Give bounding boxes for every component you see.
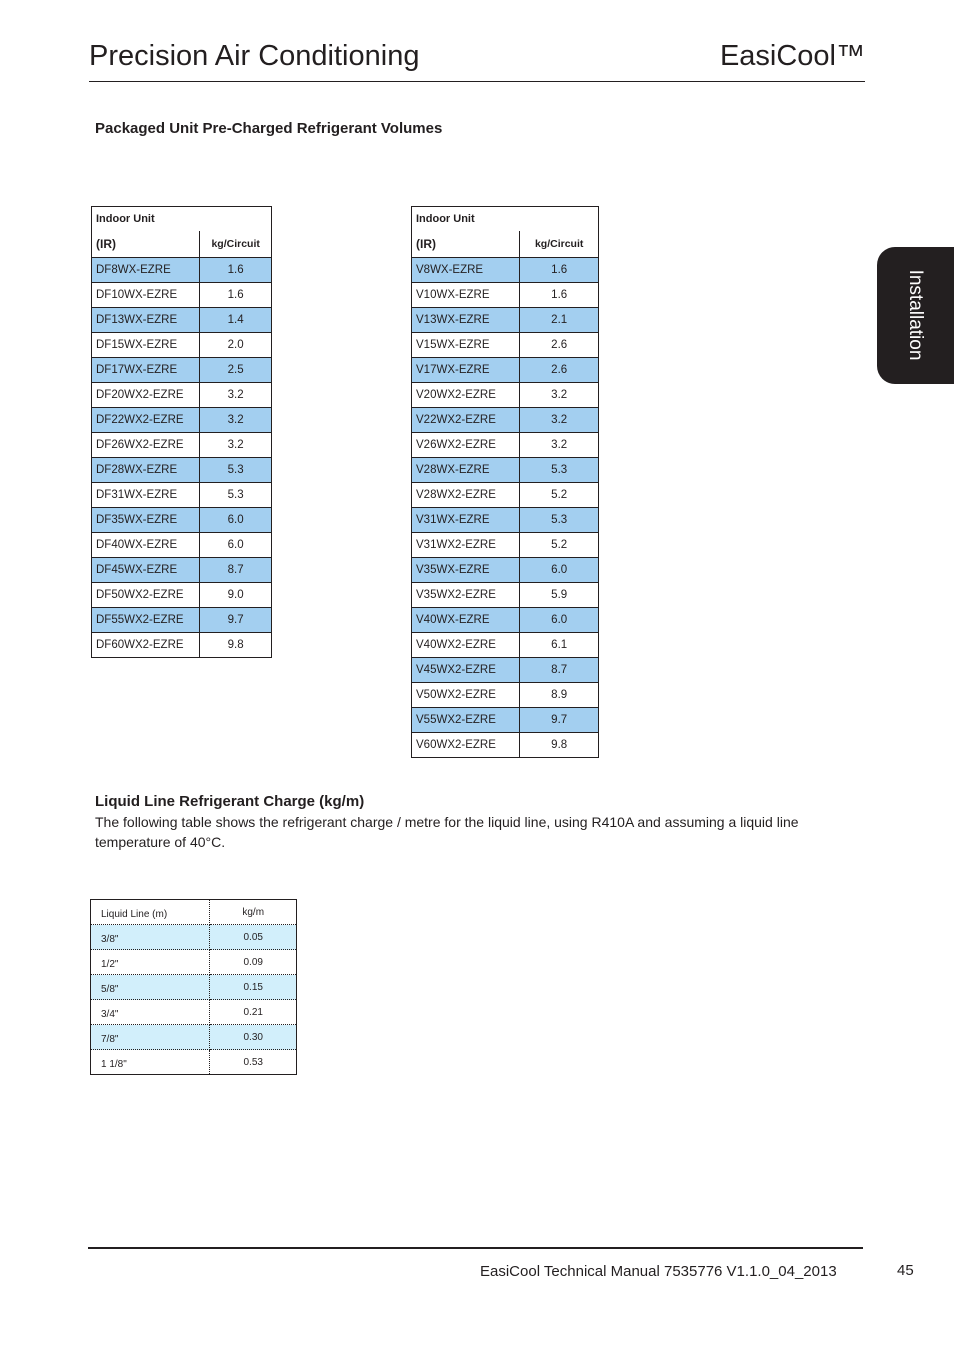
charge-cell: 1.6 [200,258,272,283]
table-header-row [91,900,297,925]
model-cell: DF15WX-EZRE [92,333,200,358]
table-header-row [92,207,272,232]
header-model: (IR) [92,231,200,258]
table-row [92,508,272,533]
table-row [412,683,599,708]
charge-cell: 0.21 [210,1000,297,1025]
charge-cell: 5.3 [520,508,599,533]
table-v-units [411,206,599,758]
header-indoor-unit: Indoor Unit [416,213,475,225]
charge-cell: 3.2 [200,383,272,408]
table-row [412,733,599,758]
model-cell: V40WX2-EZRE [412,633,520,658]
table-row [92,558,272,583]
footer-divider [88,1247,863,1249]
charge-cell: 5.9 [520,583,599,608]
table-row [92,308,272,333]
charge-cell: 3.2 [520,383,599,408]
table-row [91,975,297,1000]
table-row [92,258,272,283]
charge-cell: 6.0 [520,608,599,633]
charge-cell: 2.6 [520,358,599,383]
charge-cell: 1.6 [520,283,599,308]
charge-cell: 6.0 [520,558,599,583]
model-cell: V45WX2-EZRE [412,658,520,683]
table-row [92,583,272,608]
table-row [92,383,272,408]
charge-cell: 1.6 [200,283,272,308]
charge-cell: 3.2 [520,433,599,458]
model-cell: DF28WX-EZRE [92,458,200,483]
model-cell: V22WX2-EZRE [412,408,520,433]
model-cell: V17WX-EZRE [412,358,520,383]
table-row [412,258,599,283]
table-row [412,708,599,733]
table-row [92,483,272,508]
model-cell: V50WX2-EZRE [412,683,520,708]
table-row [92,633,272,658]
charge-cell: 5.3 [200,483,272,508]
section-title-liquid-line: Liquid Line Refrigerant Charge (kg/m) [95,793,365,810]
table-row [412,483,599,508]
table-row [91,1000,297,1025]
charge-cell: 5.3 [520,458,599,483]
table-row [412,358,599,383]
model-cell: DF17WX-EZRE [92,358,200,383]
charge-cell: 5.2 [520,533,599,558]
model-cell: DF26WX2-EZRE [92,433,200,458]
table-row [91,1050,297,1075]
charge-cell: 2.1 [520,308,599,333]
header-liquid-line: Liquid Line (m) [91,900,210,925]
model-cell: V20WX2-EZRE [412,383,520,408]
charge-cell: 9.8 [551,739,568,751]
charge-cell: 1.6 [520,258,599,283]
table-row [412,308,599,333]
charge-cell: 0.15 [210,975,297,1000]
model-cell: DF20WX2-EZRE [92,383,200,408]
model-cell: DF35WX-EZRE [92,508,200,533]
model-cell: V26WX2-EZRE [412,433,520,458]
charge-cell: 2.6 [520,333,599,358]
model-cell: V60WX2-EZRE [412,733,520,758]
table-row [91,950,297,975]
model-cell: V35WX-EZRE [412,558,520,583]
model-cell: DF8WX-EZRE [92,258,200,283]
charge-cell: 6.0 [200,508,272,533]
table-row [92,283,272,308]
charge-cell: 9.8 [227,639,244,651]
table-liquid-line [90,899,297,1075]
table-row [412,458,599,483]
table-df-units [91,206,272,658]
model-cell: V31WX-EZRE [412,508,520,533]
charge-cell: 2.0 [200,333,272,358]
section-tab-label: Installation [905,269,926,361]
charge-cell: 9.7 [200,608,272,633]
charge-cell: 8.7 [520,658,599,683]
model-cell: DF31WX-EZRE [92,483,200,508]
product-name: EasiCool™ [719,40,865,72]
model-cell: V13WX-EZRE [412,308,520,333]
charge-cell: 0.30 [210,1025,297,1050]
charge-cell: 5.2 [520,483,599,508]
table-row [412,408,599,433]
pipe-size-cell: 3/8" [91,925,210,950]
table-row [412,658,599,683]
table-row [412,633,599,658]
header-model: (IR) [412,231,520,258]
charge-cell: 5.3 [200,458,272,483]
charge-cell: 0.05 [210,925,297,950]
model-cell: V8WX-EZRE [412,258,520,283]
model-cell: DF45WX-EZRE [92,558,200,583]
charge-cell: 6.0 [200,533,272,558]
footer-manual-title: EasiCool Technical Manual 7535776 V1.1.0_04_2013 [480,1263,837,1280]
model-cell: V10WX-EZRE [412,283,520,308]
table-row [412,433,599,458]
model-cell: V28WX2-EZRE [412,483,520,508]
pipe-size-cell: 1 1/8" [91,1050,210,1075]
charge-cell: 3.2 [200,408,272,433]
table-row [412,383,599,408]
table-row [412,283,599,308]
charge-cell: 8.9 [520,683,599,708]
model-cell: DF10WX-EZRE [92,283,200,308]
charge-cell: 2.5 [200,358,272,383]
pipe-size-cell: 5/8" [91,975,210,1000]
charge-cell: 9.0 [200,583,272,608]
charge-cell: 0.09 [210,950,297,975]
table-row [412,333,599,358]
section-paragraph: The following table shows the refrigerant charge / metre for the liquid line, using R410A and assuming a liquid line temperature of 40°C. [95,814,799,850]
model-cell: DF22WX2-EZRE [92,408,200,433]
table-row [91,925,297,950]
header-kg-per-m: kg/m [210,900,297,925]
model-cell: V35WX2-EZRE [412,583,520,608]
charge-cell: 6.1 [520,633,599,658]
model-cell: DF55WX2-EZRE [92,608,200,633]
table-row [412,583,599,608]
header-divider [89,81,865,82]
model-cell: V15WX-EZRE [412,333,520,358]
model-cell: DF50WX2-EZRE [92,583,200,608]
charge-cell: 3.2 [520,408,599,433]
pipe-size-cell: 7/8" [91,1025,210,1050]
table-header-row [412,207,599,232]
charge-cell: 3.2 [200,433,272,458]
model-cell: DF40WX-EZRE [92,533,200,558]
model-cell: DF60WX2-EZRE [92,633,200,658]
charge-cell: 0.53 [243,1056,263,1068]
table-row [92,608,272,633]
header-unit: kg/Circuit [200,231,272,258]
header-unit: kg/Circuit [520,231,599,258]
charge-cell: 8.7 [200,558,272,583]
table-row [92,408,272,433]
table-row [412,608,599,633]
table-header-row [412,231,599,258]
section-title-precharged: Packaged Unit Pre-Charged Refrigerant Volumes [95,120,443,137]
header-title: Precision Air Conditioning [89,40,420,72]
model-cell: V31WX2-EZRE [412,533,520,558]
model-cell: V40WX-EZRE [412,608,520,633]
model-cell: V28WX-EZRE [412,458,520,483]
pipe-size-cell: 1/2" [91,950,210,975]
table-row [412,508,599,533]
charge-cell: 1.4 [200,308,272,333]
table-row [92,458,272,483]
table-header-row [92,231,272,258]
table-row [92,533,272,558]
table-row [92,358,272,383]
table-row [91,1025,297,1050]
page-number: 45 [897,1262,914,1279]
pipe-size-cell: 3/4" [91,1000,210,1025]
table-row [412,533,599,558]
model-cell: DF13WX-EZRE [92,308,200,333]
table-row [412,558,599,583]
table-row [92,333,272,358]
model-cell: V55WX2-EZRE [412,708,520,733]
header-indoor-unit: Indoor Unit [96,213,155,225]
charge-cell: 9.7 [520,708,599,733]
table-row [92,433,272,458]
